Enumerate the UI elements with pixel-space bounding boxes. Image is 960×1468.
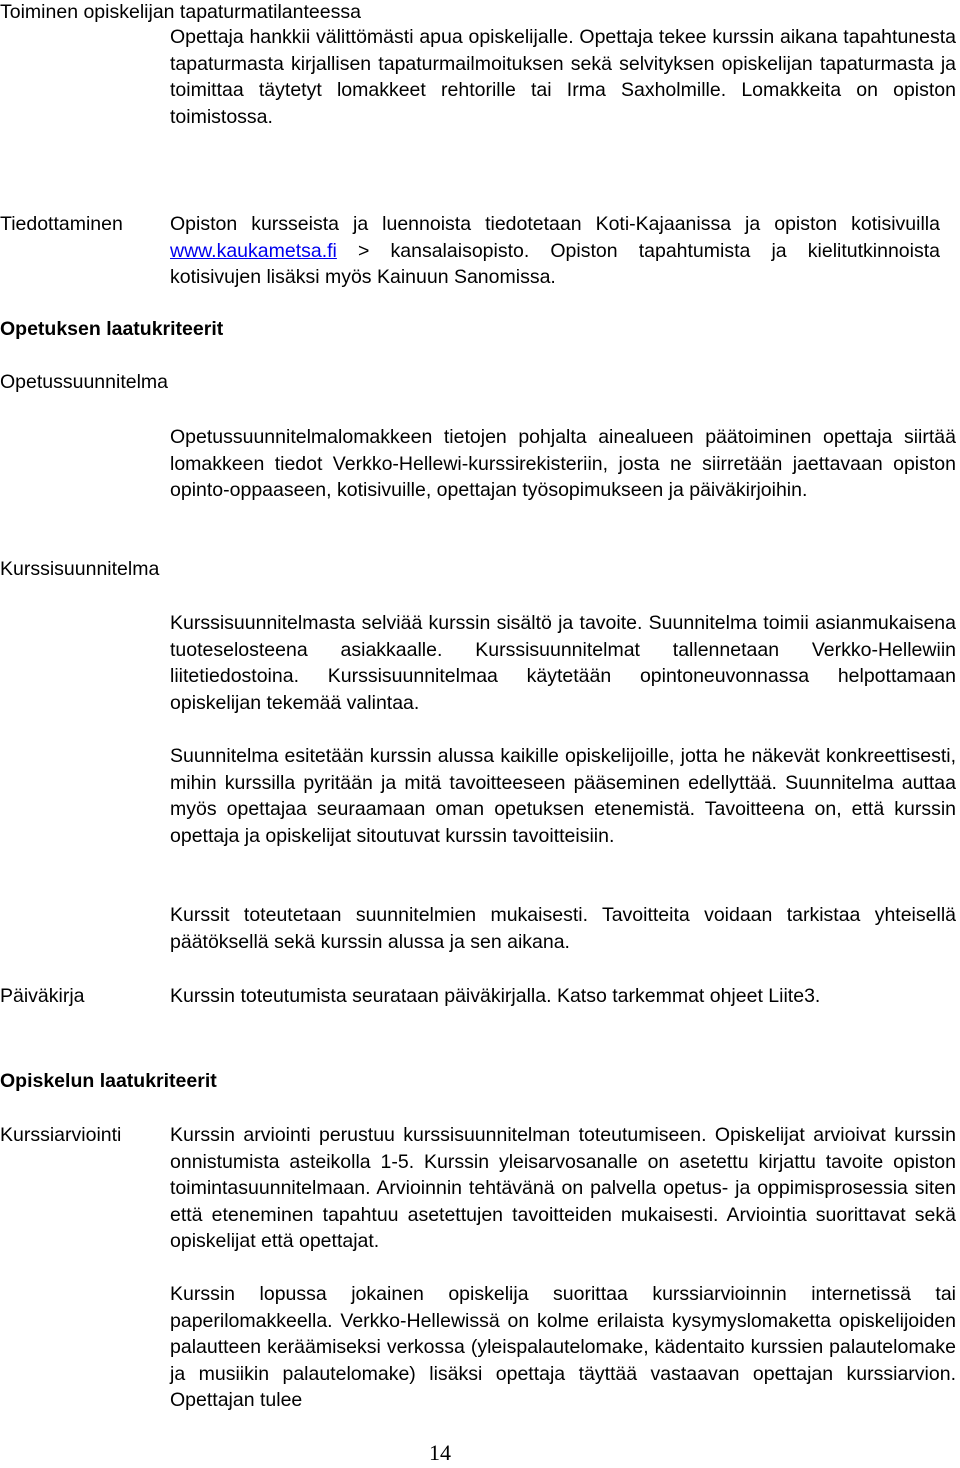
section-label-evaluation: Kurssiarviointi [0,1124,122,1146]
course-plan-paragraph-3: Kurssit toteutetaan suunnitelmien mukaisesti. Tavoitteita voidaan tarkistaa yhteisellä päätöksellä sekä kurssin alussa ja sen aikana. [170,904,956,953]
page-number: 14 [429,1440,451,1465]
accident-paragraph: Opettaja hankkii välittömästi apua opiskelijalle. Opettaja tekee kurssin aikana tapahtunesta tapaturmasta kirjallisen tapaturmailmoituksen sekä selvityksen opiskelijan tapaturmasta ja toimittaa täytetyt lomakkeet rehtorille tai Irma Saxholmille. Lomakkeita on opiston toimistossa. [170,26,956,128]
section-label-curriculum: Opetussuunnitelma [0,371,169,393]
section-label-info: Tiedottaminen [0,213,123,235]
section-label-diary: Päiväkirja [0,985,85,1007]
evaluation-paragraph-2: Kurssin lopussa jokainen opiskelija suorittaa kurssiarvioinnin internetissä tai paperilomakkeella. Verkko-Hellewissä on kolme erilaista kysymyslomaketta opiskelijoiden palautteen keräämiseksi verkossa (yleispalautelomake, kädentaito kurssien palautelomake ja musiikin palautelomake) lisäksi opettaja täyttää vastaavan opettajan kurssiarvion. Opettajan tulee [170,1283,956,1411]
section-label-course-plan: Kurssisuunnitelma [0,558,160,580]
course-plan-paragraph-2: Suunnitelma esitetään kurssin alussa kaikille opiskelijoille, jotta he näkevät konkreettisesti, mihin kurssilla pyritään ja mitä tavoitteeseen pääseminen edellyttää. Suunnitelma auttaa myös opettajaa seuraamaan oman opetuksen etenemistä. Tavoitteena on, että kurssin opettaja ja opiskelijat sitoutuvat kurssin tavoitteisiin. [170,745,956,847]
website-link[interactable]: www.kaukametsa.fi [170,239,337,262]
study-criteria-heading: Opiskelun laatukriteerit [0,1070,217,1092]
info-text-after: > kansalaisopisto. Opiston tapahtumista ja kielitutkinnoista kotisivujen lisäksi myös Kainuun Sanomissa. [170,239,940,288]
evaluation-paragraph-1: Kurssin arviointi perustuu kurssisuunnitelman toteutumiseen. Opiskelijat arvioivat kurssin onnistumista asteikolla 1-5. Kurssin yleisarvosanalle on asetettu kirjattu tavoite opiston toimintasuunnitelmaan. Arvioinnin tehtävänä on palvella opetus- ja oppimisprosessia siten että eteneminen tapahtuu asetettujen tavoitteiden mukaisesti. Arviointia suorittavat sekä opiskelijat että opettajat. [170,1124,956,1252]
info-text-before: Opiston kursseista ja luennoista tiedotetaan Koti-Kajaanissa ja opiston kotisivuilla [170,213,940,235]
curriculum-paragraph: Opetussuunnitelmalomakkeen tietojen pohjalta ainealueen päätoiminen opettaja siirtää lomakkeen tiedot Verkko-Hellewi-kurssirekisteriin, josta ne siirretään jaettavaan opiston opinto-oppaaseen, kotisivuille, opettajan työsopimukseen ja päiväkirjoihin. [170,426,956,501]
course-plan-paragraph-1: Kurssisuunnitelmasta selviää kurssin sisältö ja tavoite. Suunnitelma toimii asianmukaisena tuoteselosteena asiakkaalle. Kurssisuunnitelmat tallennetaan Verkko-Hellewiin liitetiedostoina. Kurssisuunnitelmaa käytetään opintoneuvonnassa helpottamaan opiskelijan tekemää valintaa. [170,612,956,714]
section-label-accident: Toiminen opiskelijan tapaturmatilanteessa [0,1,361,23]
info-paragraph [170,211,940,291]
teaching-criteria-heading: Opetuksen laatukriteerit [0,318,224,340]
diary-paragraph: Kurssin toteutumista seurataan päiväkirjalla. Katso tarkemmat ohjeet Liite3. [170,985,821,1007]
